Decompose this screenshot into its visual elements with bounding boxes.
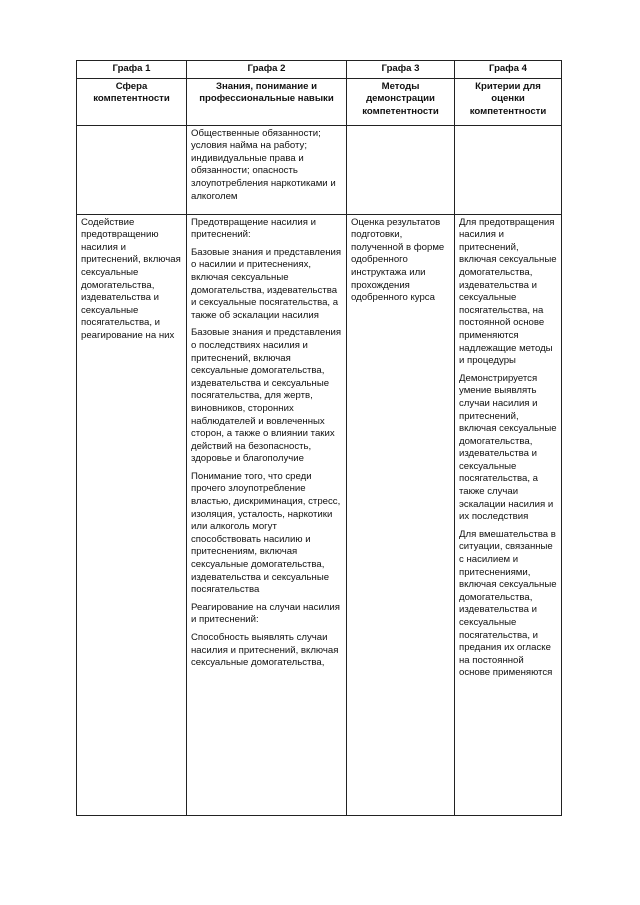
- paragraph: Базовые знания и представления о последствиях насилия и притеснений, включая сексуальные домогательства, издевательства и сексуальные посягательства, для жертв, виновников, сторонних наблюдателей и вовлеченных сторон, а также о влиянии таких действий на безопасность, здоровье и благополучие: [191, 327, 342, 465]
- subheader-methods: Методы демонстрации компетентности: [347, 78, 455, 125]
- subheader-scope: Сфера компетентности: [77, 78, 187, 125]
- table-row: [77, 125, 562, 214]
- cell-r1-c3: [347, 125, 455, 214]
- column-header-4: Графа 4: [455, 61, 562, 79]
- paragraph: Реагирование на случаи насилия и притеснений:: [191, 601, 340, 626]
- paragraph: Предотвращение насилия и притеснений:: [191, 216, 316, 241]
- paragraph: Способность выявлять случаи насилия и притеснений, включая сексуальные домогательства,: [191, 632, 339, 669]
- column-header-3: Графа 3: [347, 61, 455, 79]
- paragraph: Понимание того, что среди прочего злоупотребление властью, дискриминация, стресс, изоляция, усталость, наркотики или алкоголь могут способствовать насилию и притеснениям, включая сексуальные домогательства, издевательства и сексуальные посягательства: [191, 470, 341, 596]
- column-header-2: Графа 2: [187, 61, 347, 79]
- table-subheader-row: [77, 78, 562, 125]
- table-header-row: [77, 61, 562, 79]
- competence-table: [76, 60, 562, 816]
- cell-r2-c4: [455, 214, 562, 815]
- paragraph: Демонстрируется умение выявлять случаи насилия и притеснений, включая сексуальные домогательства, издевательства и сексуальные посягательства, а также случаи эскалации насилия и их последствия: [459, 372, 557, 523]
- subheader-knowledge: Знания, понимание и профессиональные навыки: [187, 78, 347, 125]
- paragraph: Базовые знания и представления о насилии и притеснениях, включая сексуальные домогательства, издевательства и сексуальные посягательства, а также об эскалации насилия: [191, 246, 342, 321]
- cell-r1-c1: [77, 125, 187, 214]
- cell-r1-c2: Общественные обязанности; условия найма на работу; индивидуальные права и обязанности; опасность злоупотребления наркотиками и алкоголем: [187, 125, 347, 214]
- cell-r2-c2: [187, 214, 347, 815]
- subheader-criteria: Критерии для оценки компетентности: [455, 78, 562, 125]
- paragraph: Для предотвращения насилия и притеснений, включая сексуальные домогательства, издевательства и сексуальные посягательства, на постоянной основе применяются надлежащие методы и процедуры: [459, 216, 557, 367]
- cell-r2-c1: Содействие предотвращению насилия и притеснений, включая сексуальные домогательства, издевательства и сексуальные посягательства, и реагирование на них: [77, 214, 187, 815]
- paragraph: Для вмешательства в ситуации, связанные с насилием и притеснениями, включая сексуальные домогательства, издевательства и сексуальные посягательства, и предания их огласке на постоянной основе применяются: [459, 528, 557, 679]
- cell-r1-c4: [455, 125, 562, 214]
- cell-r2-c3: Оценка результатов подготовки, полученной в форме одобренного инструктажа или прохождения одобренного курса: [347, 214, 455, 815]
- table-row: [77, 214, 562, 815]
- column-header-1: Графа 1: [77, 61, 187, 79]
